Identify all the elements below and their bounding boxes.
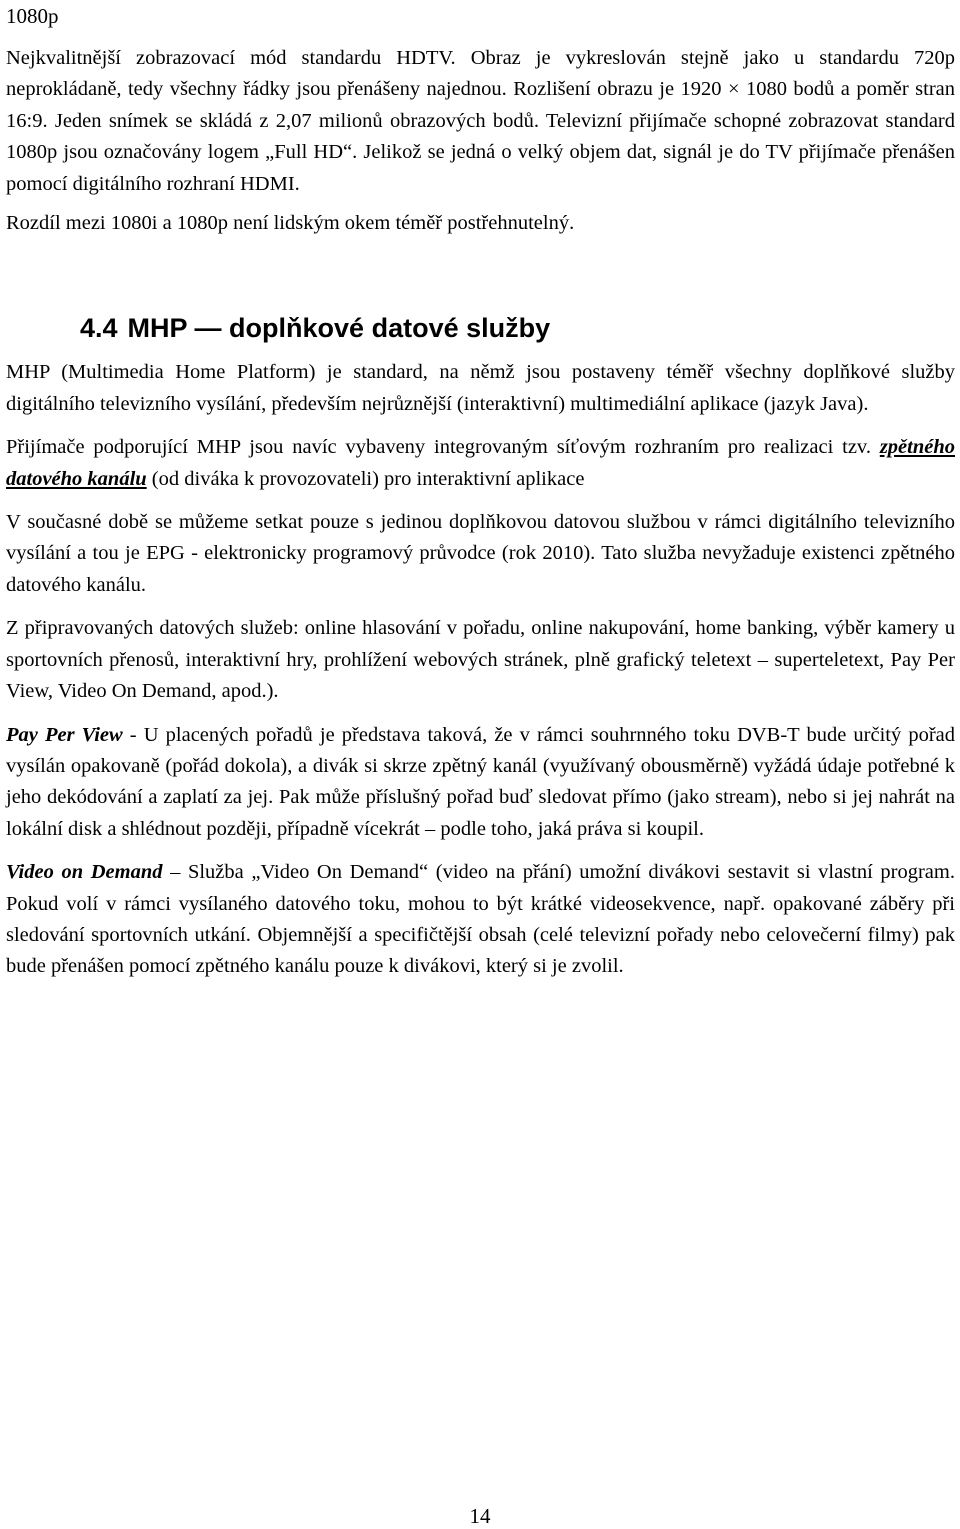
- section-heading: [6, 311, 955, 345]
- paragraph-video-on-demand: [6, 857, 955, 983]
- paragraph-mhp-receivers: [6, 432, 955, 495]
- paragraph-1080i-vs-1080p: Rozdíl mezi 1080i a 1080p není lidským okem téměř postřehnutelný.: [6, 212, 575, 235]
- subsection-title: 1080p: [6, 4, 59, 28]
- document-page: [6, 0, 955, 983]
- page-number: 14: [469, 1504, 491, 1528]
- paragraph-mhp-receivers-start: Přijímače podporující MHP jsou navíc vybaveny integrovaným síťovým rozhraním pro realizaci tzv.: [6, 436, 880, 459]
- video-on-demand-text: – Služba „Video On Demand“ (video na přání) umožní divákovi sestavit si vlastní program. Pokud volí v rámci vysílaného datového toku, mohou to být krátké videosekvence, např. opakované záběry při sledování sportovních utkání. Objemnější a specifičtější obsah (celé televizní pořady nebo celovečerní filmy) pak bude přenášen pomocí zpětného kanálu pouze k divákovi, který si je zvolil.: [6, 861, 955, 978]
- paragraph-planned-services: Z připravovaných datových služeb: online hlasování v pořadu, online nakupování, home banking, výběr kamery u sportovních přenosů, interaktivní hry, prohlížení webových stránek, plně grafický teletext – superteletext, Pay Per View, Video On Demand, apod.).: [6, 617, 955, 703]
- paragraph-epg: V současné době se můžeme setkat pouze s jedinou doplňkovou datovou službou v rámci digitálního televizního vysílání a tou je EPG - elektronicky programový průvodce (rok 2010). Tato služba nevyžaduje existenci zpětného datového kanálu.: [6, 511, 955, 596]
- paragraph-pay-per-view: [6, 720, 955, 846]
- pay-per-view-text: - U placených pořadů je představa taková, že v rámci souhrnného toku DVB-T bude určitý pořad vysílán opakovaně (pořád dokola), a divák si skrze zpětný kanál (využívaný obousměrně) vyžádá údaje potřebné k jeho dekódování a zaplatí za jej. Pak může příslušný pořad buď sledovat přímo (jako stream), nebo si jej nahrát na lokální disk a shlédnout později, případně vícekrát – podle toho, jaká práva si koupil.: [6, 723, 955, 840]
- section-title: MHP — doplňkové datové služby: [127, 313, 551, 344]
- paragraph-1080p-description: Nejkvalitnější zobrazovací mód standardu HDTV. Obraz je vykreslován stejně jako u standardu 720p neprokládaně, tedy všechny řádky jsou přenášeny najednou. Rozlišení obrazu je 1920 × 1080 bodů a poměr stran 16:9. Jeden snímek se skládá z 2,07 milionů obrazových bodů. Televizní přijímače schopné zobrazovat standard 1080p jsou označovány logem „Full HD“. Jelikož se jedná o velký objem dat, signál je do TV přijímače přenášen pomocí digitálního rozhraní HDMI.: [6, 47, 955, 195]
- video-on-demand-term: Video on Demand: [6, 861, 163, 884]
- section-number: 4.4: [80, 313, 118, 344]
- return-channel-term: zpětného datového kanálu: [6, 436, 955, 490]
- paragraph-mhp-definition: MHP (Multimedia Home Platform) je standard, na němž jsou postaveny téměř všechny doplňkové služby digitálního televizního vysílání, především nejrůznější (interaktivní) multimediální aplikace (jazyk Java).: [6, 361, 955, 415]
- paragraph-mhp-receivers-end: (od diváka k provozovateli) pro interaktivní aplikace: [146, 467, 585, 490]
- pay-per-view-term: Pay Per View: [6, 723, 123, 746]
